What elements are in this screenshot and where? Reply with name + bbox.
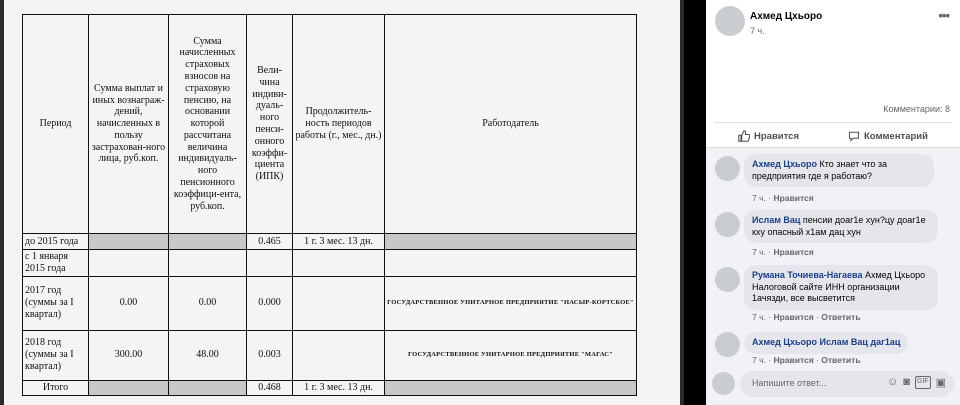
cell-duration bbox=[293, 250, 385, 277]
sticker-icon[interactable]: ▣ bbox=[935, 377, 946, 389]
cell-employer bbox=[385, 250, 637, 277]
cell-ipk: 0.468 bbox=[247, 380, 293, 395]
cell-contributions bbox=[169, 250, 247, 277]
cell-employer bbox=[385, 234, 637, 250]
smile-icon[interactable]: ☺ bbox=[887, 376, 899, 388]
like-link[interactable]: Нравится bbox=[773, 193, 814, 203]
comment-time[interactable]: 7 ч. bbox=[752, 355, 766, 365]
header-contributions: Сумма начисленных страховых взносов на страховую пенсию, на основании которой рассчитана величина индивидуаль-ного пенсионного коэффици-ента, руб.коп. bbox=[169, 15, 247, 234]
cell-contributions bbox=[169, 380, 247, 395]
header-period: Период bbox=[23, 15, 89, 234]
cell-payments bbox=[89, 250, 169, 277]
divider bbox=[714, 122, 952, 123]
cell-period: 2017 год (суммы за I квартал) bbox=[23, 276, 89, 330]
cell-ipk: 0.003 bbox=[247, 330, 293, 380]
post-time[interactable]: 7 ч. bbox=[750, 26, 765, 36]
reply-link[interactable]: Ответить bbox=[821, 355, 861, 365]
cell-ipk: 0.000 bbox=[247, 276, 293, 330]
cell-ipk: 0.465 bbox=[247, 234, 293, 250]
comment-meta: 7 ч. · Нравится bbox=[752, 193, 814, 203]
comment-text: пенсии доаг1е хун?цу доаг1е кху опасный х1ам дац хун bbox=[752, 215, 926, 237]
like-label: Нравится bbox=[754, 130, 799, 142]
comment-author[interactable]: Ахмед Цхьоро bbox=[752, 159, 817, 169]
avatar[interactable] bbox=[715, 156, 740, 181]
comment-meta: 7 ч. · Нравится bbox=[752, 247, 814, 257]
post-author[interactable]: Ахмед Цхьоро bbox=[750, 11, 823, 22]
header-duration: Продолжитель-ность периодов работы (г., мес., дн.) bbox=[293, 15, 385, 234]
comments-count[interactable]: Комментарии: 8 bbox=[883, 104, 950, 114]
table-row bbox=[23, 330, 637, 380]
comment-bubble bbox=[744, 210, 938, 243]
like-link[interactable]: Нравится bbox=[773, 312, 814, 322]
table-row-total bbox=[23, 380, 637, 395]
author-avatar[interactable] bbox=[715, 6, 745, 36]
composer-icons bbox=[887, 376, 946, 389]
comments-panel bbox=[706, 0, 960, 405]
like-link[interactable]: Нравится bbox=[773, 355, 814, 365]
header-ipk: Вели-чина индиви-дуаль-ного пенси-онного коэффи-циента (ИПК) bbox=[247, 15, 293, 234]
paper-sheet bbox=[4, 0, 680, 405]
cell-contributions: 0.00 bbox=[169, 276, 247, 330]
table-row bbox=[23, 276, 637, 330]
comment-time[interactable]: 7 ч. bbox=[752, 193, 766, 203]
comment-author[interactable]: Ислам Вац bbox=[752, 215, 801, 225]
my-avatar[interactable] bbox=[712, 372, 735, 395]
cell-period: с 1 января 2015 года bbox=[23, 250, 89, 277]
reply-placeholder: Напишите ответ... bbox=[752, 378, 827, 388]
cell-contributions: 48.00 bbox=[169, 330, 247, 380]
cell-duration: 1 г. 3 мес. 13 дн. bbox=[293, 234, 385, 250]
reply-link[interactable]: Ответить bbox=[821, 312, 861, 322]
comment-bubble bbox=[744, 332, 908, 354]
comment-time[interactable]: 7 ч. bbox=[752, 247, 766, 257]
cell-employer: ГОСУДАРСТВЕННОЕ УНИТАРНОЕ ПРЕДПРИЯТИЕ "НАСЫР-КОРТСКОЕ" bbox=[385, 276, 637, 330]
like-link[interactable]: Нравится bbox=[773, 247, 814, 257]
cell-duration bbox=[293, 276, 385, 330]
table-row bbox=[23, 250, 637, 277]
cell-duration bbox=[293, 330, 385, 380]
gif-icon[interactable]: GIF bbox=[915, 376, 931, 389]
cell-contributions bbox=[169, 234, 247, 250]
camera-icon[interactable]: ◙ bbox=[903, 376, 910, 388]
cell-payments: 300.00 bbox=[89, 330, 169, 380]
post-header bbox=[706, 0, 960, 148]
cell-duration: 1 г. 3 мес. 13 дн. bbox=[293, 380, 385, 395]
comment-author[interactable]: Румана Точиева-Нагаева bbox=[752, 270, 863, 280]
more-options-icon[interactable]: ••• bbox=[938, 8, 949, 23]
comment-meta: 7 ч. · Нравится · Ответить bbox=[752, 312, 861, 322]
avatar[interactable] bbox=[715, 212, 740, 237]
comment-label: Комментарий bbox=[864, 130, 928, 142]
header-employer: Работодатель bbox=[385, 15, 637, 234]
cell-payments bbox=[89, 234, 169, 250]
like-button[interactable] bbox=[738, 130, 799, 142]
comment-text: Ислам Вац даг1ац bbox=[819, 337, 901, 347]
comment-meta: 7 ч. · Нравится · Ответить bbox=[752, 355, 861, 365]
comment-text: Ахмед Цхьоро Налоговой сайте ИНН организации 1ачязди, все высветится bbox=[752, 270, 926, 304]
comment-text: Кто знает что за предприятия где я работаю? bbox=[752, 159, 888, 181]
comment-author[interactable]: Ахмед Цхьоро bbox=[752, 337, 817, 347]
cell-ipk bbox=[247, 250, 293, 277]
cell-payments: 0.00 bbox=[89, 276, 169, 330]
cell-employer: ГОСУДАРСТВЕННОЕ УНИТАРНОЕ ПРЕДПРИЯТИЕ "МАГАС" bbox=[385, 330, 637, 380]
comment-bubble bbox=[744, 265, 938, 310]
table-header-row bbox=[23, 15, 637, 234]
reply-input[interactable] bbox=[740, 371, 954, 397]
cell-period: Итого bbox=[23, 380, 89, 395]
speech-bubble-icon bbox=[848, 130, 860, 142]
pension-table bbox=[22, 14, 637, 396]
comment-button[interactable] bbox=[848, 130, 928, 142]
thumbs-up-icon bbox=[738, 130, 750, 142]
comment-time[interactable]: 7 ч. bbox=[752, 312, 766, 322]
comment-bubble bbox=[744, 154, 934, 187]
cell-payments bbox=[89, 380, 169, 395]
header-payments: Сумма выплат и иных вознаграж-дений, начисленных в пользу застрахован-ного лица, руб.коп. bbox=[89, 15, 169, 234]
cell-period: 2018 год (суммы за I квартал) bbox=[23, 330, 89, 380]
table-row bbox=[23, 234, 637, 250]
avatar[interactable] bbox=[715, 267, 740, 292]
avatar[interactable] bbox=[715, 332, 740, 357]
cell-period: до 2015 года bbox=[23, 234, 89, 250]
cell-employer bbox=[385, 380, 637, 395]
